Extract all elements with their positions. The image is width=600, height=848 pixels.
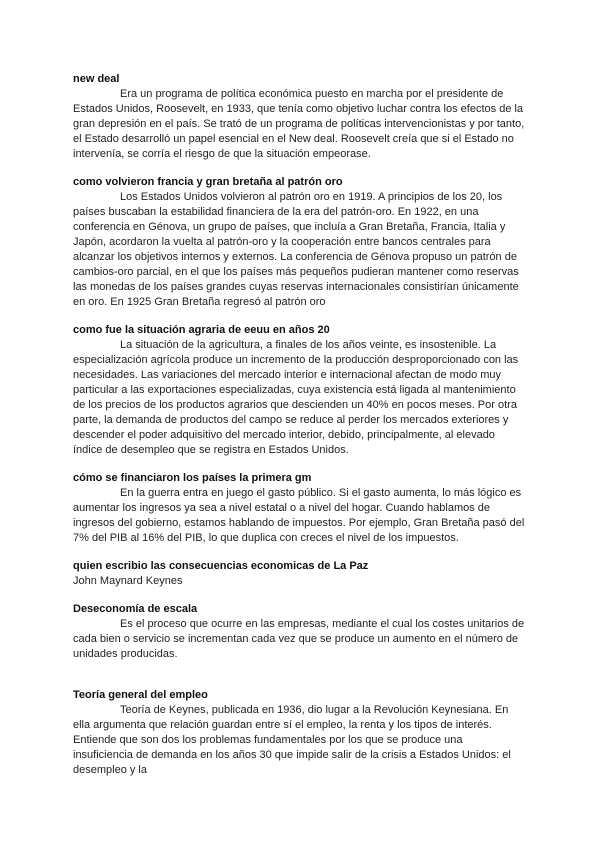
section-deseconomia-escala bbox=[73, 602, 525, 662]
section-heading: new deal bbox=[73, 73, 120, 85]
section-body: Era un programa de política económica puesto en marcha por el presidente de Estados Unidos, Roosevelt, en 1933, que tenía como objetivo luchar contra los efectos de la gran depresión en el país. Se trató de un programa de políticas intervencionistas y por tanto, el Estado desarrolló un papel esencial en el New deal. Roosevelt creía que si el Estado no intervenía, se corría el riesgo de que la situación empeorase. bbox=[73, 88, 525, 160]
document-content bbox=[73, 72, 525, 778]
section-teoria-empleo bbox=[73, 688, 525, 778]
section-patron-oro bbox=[73, 175, 525, 310]
section-new-deal bbox=[73, 72, 525, 162]
section-situacion-agraria bbox=[73, 323, 525, 458]
section-consecuencias-paz bbox=[73, 559, 525, 589]
section-body: En la guerra entra en juego el gasto público. Si el gasto aumenta, lo más lógico es aumentar los ingresos ya sea a nivel estatal o a nivel del hogar. Cuando hablamos de ingresos del gobierno, estamos hablando de impuestos. Por ejemplo, Gran Bretaña pasó del 7% del PIB al 16% del PIB, lo que duplica con creces el nivel de los impuestos. bbox=[73, 487, 525, 544]
section-body: Los Estados Unidos volvieron al patrón oro en 1919. A principios de los 20, los países buscaban la estabilidad financiera de la era del patrón-oro. En 1922, en una conferencia en Génova, un grupo de países, que incluía a Gran Bretaña, Francia, Italia y Japón, acordaron la vuelta al patrón-oro y la cooperación entre bancos centrales para alcanzar los objetivos internos y externos. La conferencia de Génova propuso un patrón de cambios-oro parcial, en el que los países más pequeños pudieran mantener como reservas las monedas de los países grandes cuyas reservas internacionales consistirían únicamente en oro. En 1925 Gran Bretaña regresó al patrón oro bbox=[73, 191, 519, 308]
section-heading: como volvieron francia y gran bretaña al patrón oro bbox=[73, 176, 343, 188]
section-body: La situación de la agricultura, a finales de los años veinte, es insostenible. La especialización agrícola produce un incremento de la producción desproporcionado con las necesidades. Las variaciones del mercado interior e internacional afectan de modo muy particular a las exportaciones especializadas, cuya existencia está ligada al mantenimiento de los precios de los productos agrarios que descienden un 40% en pocos meses. Por otra parte, la demanda de productos del campo se reduce al perder los mercados exteriores y descender el poder adquisitivo del mercado interior, debido, principalmente, al elevado índice de desempleo que se registra en Estados Unidos. bbox=[73, 339, 519, 456]
section-heading: Deseconomía de escala bbox=[73, 603, 198, 615]
section-heading: Teoría general del empleo bbox=[73, 689, 208, 701]
section-answer: John Maynard Keynes bbox=[73, 575, 183, 587]
section-heading: como fue la situación agraria de eeuu en años 20 bbox=[73, 324, 330, 336]
section-heading: quien escribio las consecuencias economicas de La Paz bbox=[73, 560, 369, 572]
section-body: Es el proceso que ocurre en las empresas, mediante el cual los costes unitarios de cada bien o servicio se incrementan cada vez que se produce un aumento en el número de unidades producidas. bbox=[73, 618, 525, 660]
section-heading: cómo se financiaron los países la primera gm bbox=[73, 472, 312, 484]
section-financiacion-gm bbox=[73, 471, 525, 546]
section-body: Teoría de Keynes, publicada en 1936, dio lugar a la Revolución Keynesiana. En ella argumenta que relación guardan entre sí el empleo, la renta y los tipos de interés. Entiende que son dos los problemas fundamentales por los que se produce una insuficiencia de demanda en los años 30 que impide salir de la crisis a Estados Unidos: el desempleo y la bbox=[73, 704, 511, 776]
